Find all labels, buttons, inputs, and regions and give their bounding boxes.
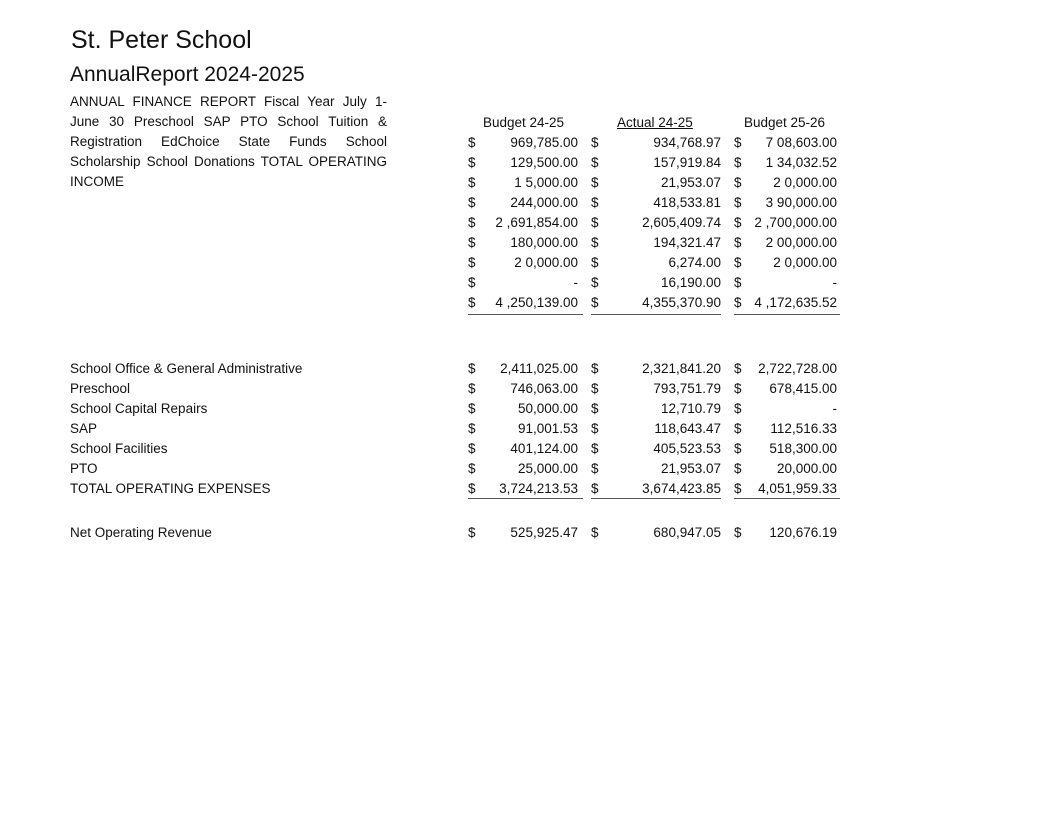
amount-cell: -	[832, 401, 837, 416]
currency-symbol: $	[734, 235, 742, 250]
currency-symbol: $	[591, 421, 599, 436]
amount-cell: 118,643.47	[654, 421, 721, 436]
currency-symbol: $	[591, 295, 599, 310]
income-total-row	[0, 293, 1056, 313]
currency-symbol: $	[468, 215, 476, 230]
currency-symbol: $	[734, 401, 742, 416]
currency-symbol: $	[591, 461, 599, 476]
amount-cell: 401,124.00	[510, 441, 578, 456]
currency-symbol: $	[591, 255, 599, 270]
amount-cell: 157,919.84	[653, 155, 721, 170]
currency-symbol: $	[591, 441, 599, 456]
amount-cell: 934,768.97	[653, 135, 721, 150]
income-row	[0, 213, 1056, 233]
currency-symbol: $	[591, 525, 599, 540]
amount-cell: 2 0,000.00	[773, 255, 837, 270]
expense-row	[0, 399, 1056, 419]
expense-row	[0, 459, 1056, 479]
amount-cell: 525,925.47	[510, 525, 578, 540]
currency-symbol: $	[468, 135, 476, 150]
currency-symbol: $	[591, 155, 599, 170]
currency-symbol: $	[734, 361, 742, 376]
amount-cell: 2 0,000.00	[773, 175, 837, 190]
currency-symbol: $	[468, 155, 476, 170]
expense-row	[0, 359, 1056, 379]
currency-symbol: $	[591, 215, 599, 230]
expense-row	[0, 419, 1056, 439]
amount-cell: 969,785.00	[510, 135, 578, 150]
currency-symbol: $	[468, 195, 476, 210]
currency-symbol: $	[591, 175, 599, 190]
row-label: TOTAL OPERATING EXPENSES	[70, 481, 271, 496]
currency-symbol: $	[734, 195, 742, 210]
header-budget-25-26: Budget 25-26	[744, 115, 826, 130]
total-underline	[468, 498, 583, 499]
currency-symbol: $	[734, 135, 742, 150]
currency-symbol: $	[591, 401, 599, 416]
currency-symbol: $	[591, 135, 599, 150]
currency-symbol: $	[591, 481, 599, 496]
currency-symbol: $	[468, 381, 476, 396]
amount-cell: -	[832, 275, 837, 290]
income-row	[0, 253, 1056, 273]
currency-symbol: $	[468, 175, 476, 190]
header-budget-24-25: Budget 24-25	[483, 115, 565, 130]
amount-cell: 4,051,959.33	[758, 481, 837, 496]
currency-symbol: $	[734, 525, 742, 540]
amount-cell: 180,000.00	[510, 235, 578, 250]
header-actual-24-25: Actual 24-25	[617, 115, 693, 130]
currency-symbol: $	[468, 421, 476, 436]
amount-cell: 1 34,032.52	[765, 155, 837, 170]
amount-cell: 2,605,409.74	[642, 215, 721, 230]
amount-cell: 746,063.00	[510, 381, 578, 396]
currency-symbol: $	[734, 461, 742, 476]
amount-cell: 4 ,250,139.00	[495, 295, 578, 310]
row-label: School Capital Repairs	[70, 401, 208, 416]
amount-cell: 405,523.53	[653, 441, 721, 456]
total-underline	[468, 314, 583, 315]
row-label: School Facilities	[70, 441, 168, 456]
amount-cell: 129,500.00	[510, 155, 578, 170]
total-underline	[734, 314, 840, 315]
currency-symbol: $	[468, 401, 476, 416]
income-row	[0, 273, 1056, 293]
currency-symbol: $	[734, 295, 742, 310]
currency-symbol: $	[734, 175, 742, 190]
amount-cell: 678,415.00	[769, 381, 837, 396]
currency-symbol: $	[734, 275, 742, 290]
amount-cell: 2,722,728.00	[758, 361, 837, 376]
currency-symbol: $	[591, 381, 599, 396]
amount-cell: 518,300.00	[769, 441, 837, 456]
currency-symbol: $	[734, 381, 742, 396]
amount-cell: 244,000.00	[510, 195, 578, 210]
amount-cell: 4 ,172,635.52	[754, 295, 837, 310]
net-row	[0, 523, 1056, 543]
currency-symbol: $	[468, 481, 476, 496]
currency-symbol: $	[591, 361, 599, 376]
income-row	[0, 133, 1056, 153]
amount-cell: 21,953.07	[660, 175, 721, 190]
currency-symbol: $	[468, 525, 476, 540]
amount-cell: 4,355,370.90	[642, 295, 721, 310]
currency-symbol: $	[734, 255, 742, 270]
amount-cell: 3 90,000.00	[765, 195, 837, 210]
amount-cell: 3,674,423.85	[642, 481, 721, 496]
currency-symbol: $	[468, 461, 476, 476]
income-row	[0, 173, 1056, 193]
currency-symbol: $	[468, 235, 476, 250]
amount-cell: 120,676.19	[769, 525, 837, 540]
amount-cell: 20,000.00	[776, 461, 837, 476]
amount-cell: 91,001.53	[517, 421, 578, 436]
income-row	[0, 153, 1056, 173]
currency-symbol: $	[734, 441, 742, 456]
school-title: St. Peter School	[71, 26, 252, 54]
expense-row	[0, 379, 1056, 399]
currency-symbol: $	[734, 481, 742, 496]
total-underline	[734, 498, 840, 499]
currency-symbol: $	[468, 255, 476, 270]
amount-cell: 7 08,603.00	[765, 135, 837, 150]
currency-symbol: $	[468, 441, 476, 456]
amount-cell: 6,274.00	[668, 255, 721, 270]
currency-symbol: $	[591, 275, 599, 290]
amount-cell: 2,321,841.20	[642, 361, 721, 376]
total-underline	[591, 498, 721, 499]
row-label: Preschool	[70, 381, 131, 396]
currency-symbol: $	[591, 195, 599, 210]
row-label: PTO	[70, 461, 98, 476]
intro-paragraph: ANNUAL FINANCE REPORT Fiscal Year July 1-June 30 Preschool SAP PTO School Tuition & Registration EdChoice State Funds School Scholarship School Donations TOTAL OPERATING INCOME	[70, 94, 387, 189]
currency-symbol: $	[468, 361, 476, 376]
expense-row	[0, 439, 1056, 459]
amount-cell: 2 0,000.00	[514, 255, 578, 270]
amount-cell: 3,724,213.53	[499, 481, 578, 496]
amount-cell: 2 ,691,854.00	[495, 215, 578, 230]
currency-symbol: $	[591, 235, 599, 250]
amount-cell: 2,411,025.00	[500, 361, 578, 376]
row-label: School Office & General Administrative	[70, 361, 303, 376]
amount-cell: 2 00,000.00	[765, 235, 837, 250]
amount-cell: 793,751.79	[653, 381, 721, 396]
amount-cell: 21,953.07	[660, 461, 721, 476]
amount-cell: -	[573, 275, 578, 290]
amount-cell: 1 5,000.00	[514, 175, 578, 190]
amount-cell: 50,000.00	[517, 401, 578, 416]
amount-cell: 2 ,700,000.00	[754, 215, 837, 230]
amount-cell: 25,000.00	[517, 461, 578, 476]
currency-symbol: $	[468, 295, 476, 310]
expense-total-row	[0, 479, 1056, 499]
amount-cell: 194,321.47	[653, 235, 721, 250]
row-label: SAP	[70, 421, 98, 436]
income-row	[0, 193, 1056, 213]
amount-cell: 16,190.00	[660, 275, 721, 290]
row-label: Net Operating Revenue	[70, 525, 212, 540]
report-subtitle: AnnualReport 2024-2025	[70, 63, 305, 86]
total-underline	[591, 314, 721, 315]
currency-symbol: $	[468, 275, 476, 290]
amount-cell: 112,516.33	[770, 421, 837, 436]
amount-cell: 418,533.81	[653, 195, 721, 210]
currency-symbol: $	[734, 421, 742, 436]
amount-cell: 680,947.05	[653, 525, 721, 540]
income-row	[0, 233, 1056, 253]
currency-symbol: $	[734, 215, 742, 230]
amount-cell: 12,710.79	[660, 401, 721, 416]
currency-symbol: $	[734, 155, 742, 170]
